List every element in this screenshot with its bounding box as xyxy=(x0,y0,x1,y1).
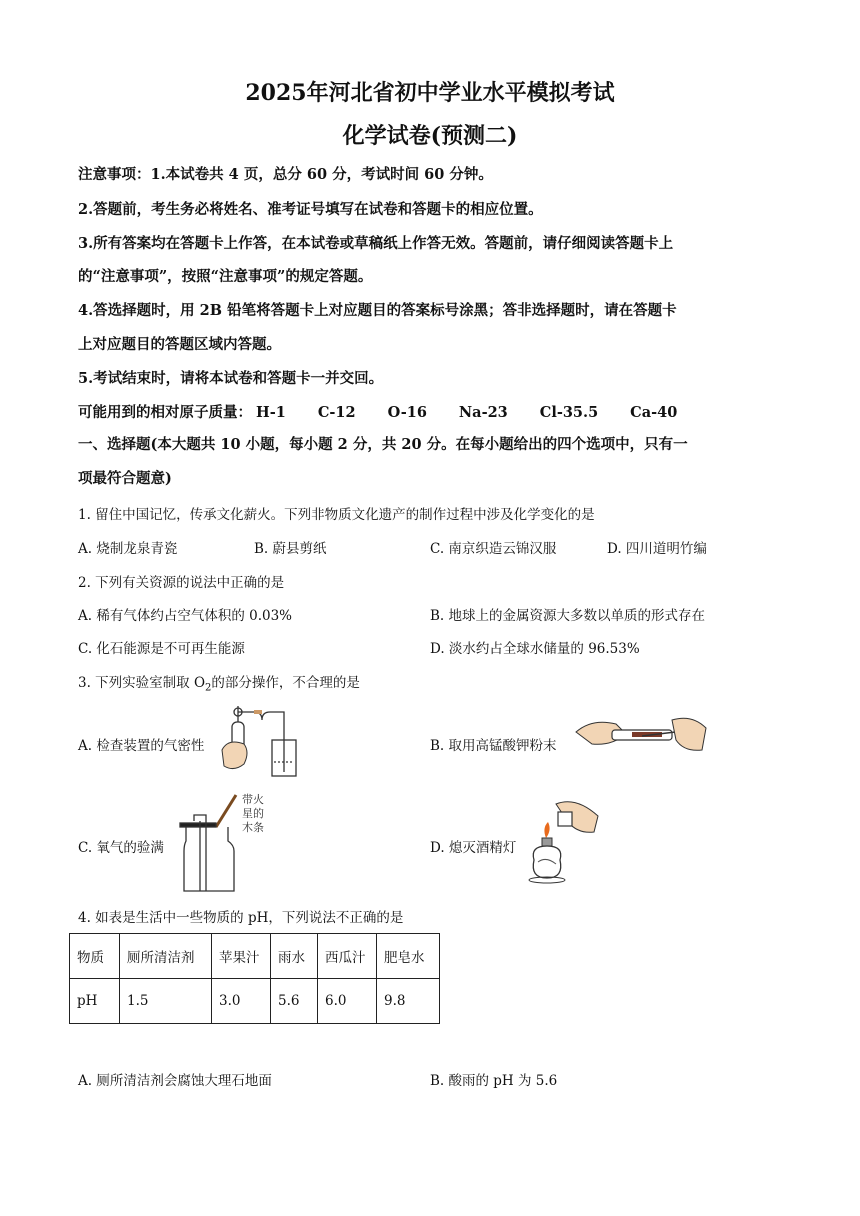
q1-stem: 1. 留住中国记忆，传承文化薪火。下列非物质文化遗产的制作过程中涉及化学变化的是 xyxy=(78,507,595,523)
splint-label-line-2: 星的 xyxy=(242,807,264,820)
q4-option-a: A. 厕所清洁剂会腐蚀大理石地面 xyxy=(78,1073,272,1089)
ph-table-cell: 1.5 xyxy=(120,979,212,1024)
exam-title: 2025年河北省初中学业水平模拟考试 xyxy=(245,80,615,106)
note-2: 2.答题前，考生务必将姓名、准考证号填写在试卷和答题卡的相应位置。 xyxy=(78,201,543,218)
ph-table-value-row xyxy=(70,979,440,1024)
q1-option-c: C. 南京织造云锦汉服 xyxy=(430,541,557,557)
section-heading-a: 一、选择题(本大题共 10 小题，每小题 2 分，共 20 分。在每小题给出的四个选项中，只有一 xyxy=(78,436,688,453)
q4-stem: 4. 如表是生活中一些物质的 pH，下列说法不正确的是 xyxy=(78,910,404,926)
ph-table-cell: pH xyxy=(70,979,120,1024)
ph-table-header-cell: 物质 xyxy=(70,934,120,979)
atomic-mass-line xyxy=(78,401,709,422)
q2-option-a: A. 稀有气体约占空气体积的 0.03% xyxy=(78,608,293,624)
q4-option-b: B. 酸雨的 pH 为 5.6 xyxy=(430,1073,558,1089)
atomic-mass-h: H-1 xyxy=(256,404,286,421)
ph-table-header-cell: 肥皂水 xyxy=(377,934,440,979)
note-4b: 上对应题目的答题区域内答题。 xyxy=(78,336,281,353)
note-3a: 3.所有答案均在答题卡上作答，在本试卷或草稿纸上作答无效。答题前，请仔细阅读答题卡上 xyxy=(78,235,674,252)
ph-table-header-cell: 苹果汁 xyxy=(212,934,271,979)
atomic-mass-ca: Ca-40 xyxy=(630,404,678,421)
note-4a: 4.答选择题时，用 2B 铅笔将答题卡上对应题目的答案标号涂黑；答非选择题时，请在答题卡 xyxy=(78,302,677,319)
note-1: 注意事项：1.本试卷共 4 页，总分 60 分，考试时间 60 分钟。 xyxy=(78,166,493,183)
atomic-mass-na: Na-23 xyxy=(458,404,508,421)
ph-table-header-cell: 雨水 xyxy=(271,934,318,979)
q2-option-c: C. 化石能源是不可再生能源 xyxy=(78,641,245,657)
q2-option-d: D. 淡水约占全球水储量的 96.53% xyxy=(430,641,640,657)
atomic-mass-label: 可能用到的相对原子质量： xyxy=(78,404,252,421)
ph-table-cell: 6.0 xyxy=(318,979,377,1024)
q3-stem-post: 的部分操作，不合理的是 xyxy=(211,675,360,691)
ph-table-cell: 5.6 xyxy=(271,979,318,1024)
ph-table-cell: 9.8 xyxy=(377,979,440,1024)
q3-option-a: A. 检查装置的气密性 xyxy=(78,738,205,754)
oxygen-test-figure xyxy=(176,793,246,895)
q2-option-b: B. 地球上的金属资源大多数以单质的形式存在 xyxy=(430,608,706,624)
q1-option-d: D. 四川道明竹编 xyxy=(607,541,707,557)
q3-stem-pre: 3. 下列实验室制取 O xyxy=(78,675,206,691)
section-heading-b: 项最符合题意) xyxy=(78,470,172,487)
q1-option-a: A. 烧制龙泉青瓷 xyxy=(78,541,178,557)
q3-option-b: B. 取用高锰酸钾粉末 xyxy=(430,738,557,754)
ph-table-header-cell: 西瓜汁 xyxy=(318,934,377,979)
atomic-mass-o: O-16 xyxy=(387,404,427,421)
q1-option-b: B. 蔚县剪纸 xyxy=(254,541,327,557)
q2-stem: 2. 下列有关资源的说法中正确的是 xyxy=(78,575,285,591)
alcohol-lamp-figure xyxy=(526,798,606,886)
note-5: 5.考试结束时，请将本试卷和答题卡一并交回。 xyxy=(78,370,384,387)
atomic-mass-cl: Cl-35.5 xyxy=(539,404,599,421)
ph-table-header-row xyxy=(70,934,440,979)
q3-option-d: D. 熄灭酒精灯 xyxy=(430,840,517,856)
ph-table-header-cell: 厕所清洁剂 xyxy=(120,934,212,979)
splint-label-line-3: 木条 xyxy=(242,821,264,834)
exam-subtitle: 化学试卷(预测二) xyxy=(342,123,518,149)
q3-option-c: C. 氧气的验满 xyxy=(78,840,164,856)
powder-taking-figure xyxy=(572,712,712,762)
atomic-mass-c: C-12 xyxy=(317,404,356,421)
airtightness-check-figure xyxy=(214,702,314,780)
splint-label-line-1: 带火 xyxy=(242,793,264,806)
note-3b: 的“注意事项”，按照“注意事项”的规定答题。 xyxy=(78,268,373,285)
ph-table xyxy=(69,933,440,1024)
q3-stem xyxy=(78,671,360,694)
ph-table-cell: 3.0 xyxy=(212,979,271,1024)
q3-stem-subscript: 2 xyxy=(205,682,212,694)
